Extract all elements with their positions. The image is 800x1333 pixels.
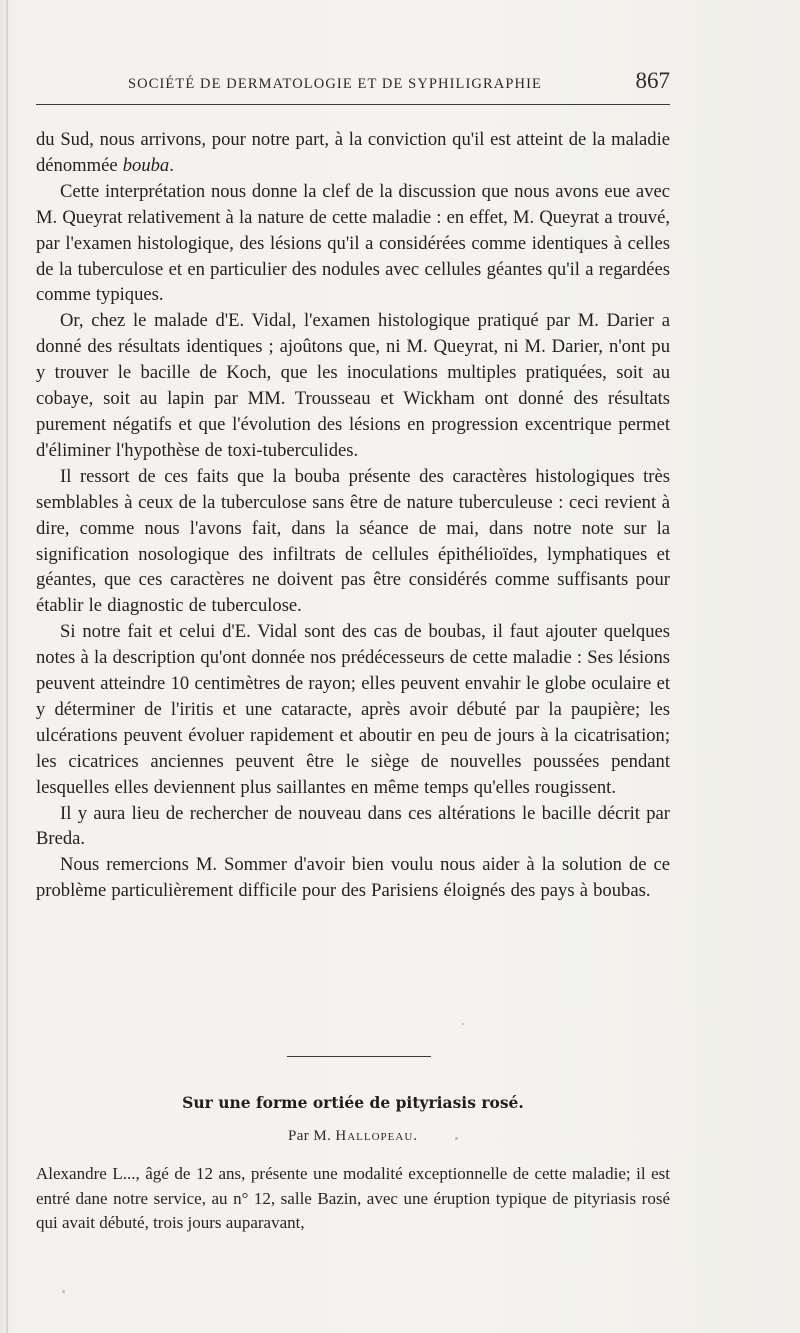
main-text (36, 127, 670, 904)
author-name: Hallopeau. (335, 1128, 419, 1144)
header-rule (36, 104, 670, 105)
section-paragraph-1: Alexandre L..., âgé de 12 ans, présente une modalité exceptionnelle de cette maladie; il est entré dane notre service, au n° 12, salle Bazin, avec une éruption typique de pityriasis rosé qui avait débuté, trois jours auparavant, (36, 1164, 670, 1232)
paragraph-2: Cette interprétation nous donne la clef de la discussion que nous avons eue avec M. Queyrat relativement à la nature de cette maladie : en effet, M. Queyrat a trouvé, par l'examen histologique, des lésions qu'il a considérées comme identiques à celles de la tuberculose et en particulier des nodules avec cellules géantes qu'il a regardées comme typiques. (36, 180, 670, 306)
paper-speck (62, 1290, 65, 1293)
italic-term: bouba (122, 154, 170, 176)
running-head: SOCIÉTÉ DE DERMATOLOGIE ET DE SYPHILIGRAPHIE (128, 76, 542, 92)
paragraph-1: du Sud, nous arrivons, pour notre part, à la conviction qu'il est atteint de la maladie dénommée bouba. (36, 129, 670, 176)
paper-speck (455, 1137, 458, 1140)
page-fold-shadow (6, 0, 8, 1333)
page-header (36, 70, 670, 100)
section-divider (287, 1056, 431, 1057)
section-text (36, 1162, 670, 1236)
paragraph-4: Il ressort de ces faits que la bouba présente des caractères histologiques très semblables à ceux de la tuberculose sans être de nature tuberculeuse : ceci revient à dire, comme nous l'avons fait, dans la séance de mai, dans notre note sur la signification nosologique des infiltrats de cellules épithélioïdes, lymphatiques et géantes, que ces caractères ne doivent pas être considérés comme suffisants pour établir le diagnostic de tuberculose. (36, 465, 670, 617)
paragraph-5: Si notre fait et celui d'E. Vidal sont des cas de boubas, il faut ajouter quelques notes à la description qu'ont donnée nos prédécesseurs de cette maladie : Ses lésions peuvent atteindre 10 centimètres de rayon; elles peuvent envahir le globe oculaire et y déterminer de l'iritis et une cataracte, après avoir débuté par la paupière; les ulcérations peuvent évoluer rapidement et aboutir en peu de jours à la cicatrisation; les cicatrices anciennes peuvent être le siège de nouvelles poussées pendant lesquelles elles deviennent plus saillantes en même temps qu'elles rougissent. (36, 621, 670, 798)
paragraph-3: Or, chez le malade d'E. Vidal, l'examen histologique pratiqué par M. Darier a donné des résultats identiques ; ajoûtons que, ni M. Queyrat, ni M. Darier, n'ont pu y trouver le bacille de Koch, que les inoculations multiples pratiquées, soit au cobaye, soit au lapin par MM. Trousseau et Wickham ont donné des résultats purement négatifs et que l'évolution des lésions en progression excentrique permet d'éliminer l'hypothèse de toxi-tuberculides. (36, 310, 670, 461)
page-number: 867 (635, 68, 670, 93)
paragraph-6: Il y aura lieu de rechercher de nouveau dans ces altérations le bacille décrit par Breda. (36, 802, 670, 850)
section-byline: Par M. Hallopeau. (287, 1128, 419, 1144)
paragraph-7: Nous remercions M. Sommer d'avoir bien voulu nous aider à la solution de ce problème particulièrement difficile pour des Parisiens éloignés des pays à boubas. (36, 854, 670, 902)
section-title: Sur une forme ortiée de pityriasis rosé. (182, 1093, 524, 1112)
paper-speck (462, 1023, 464, 1025)
